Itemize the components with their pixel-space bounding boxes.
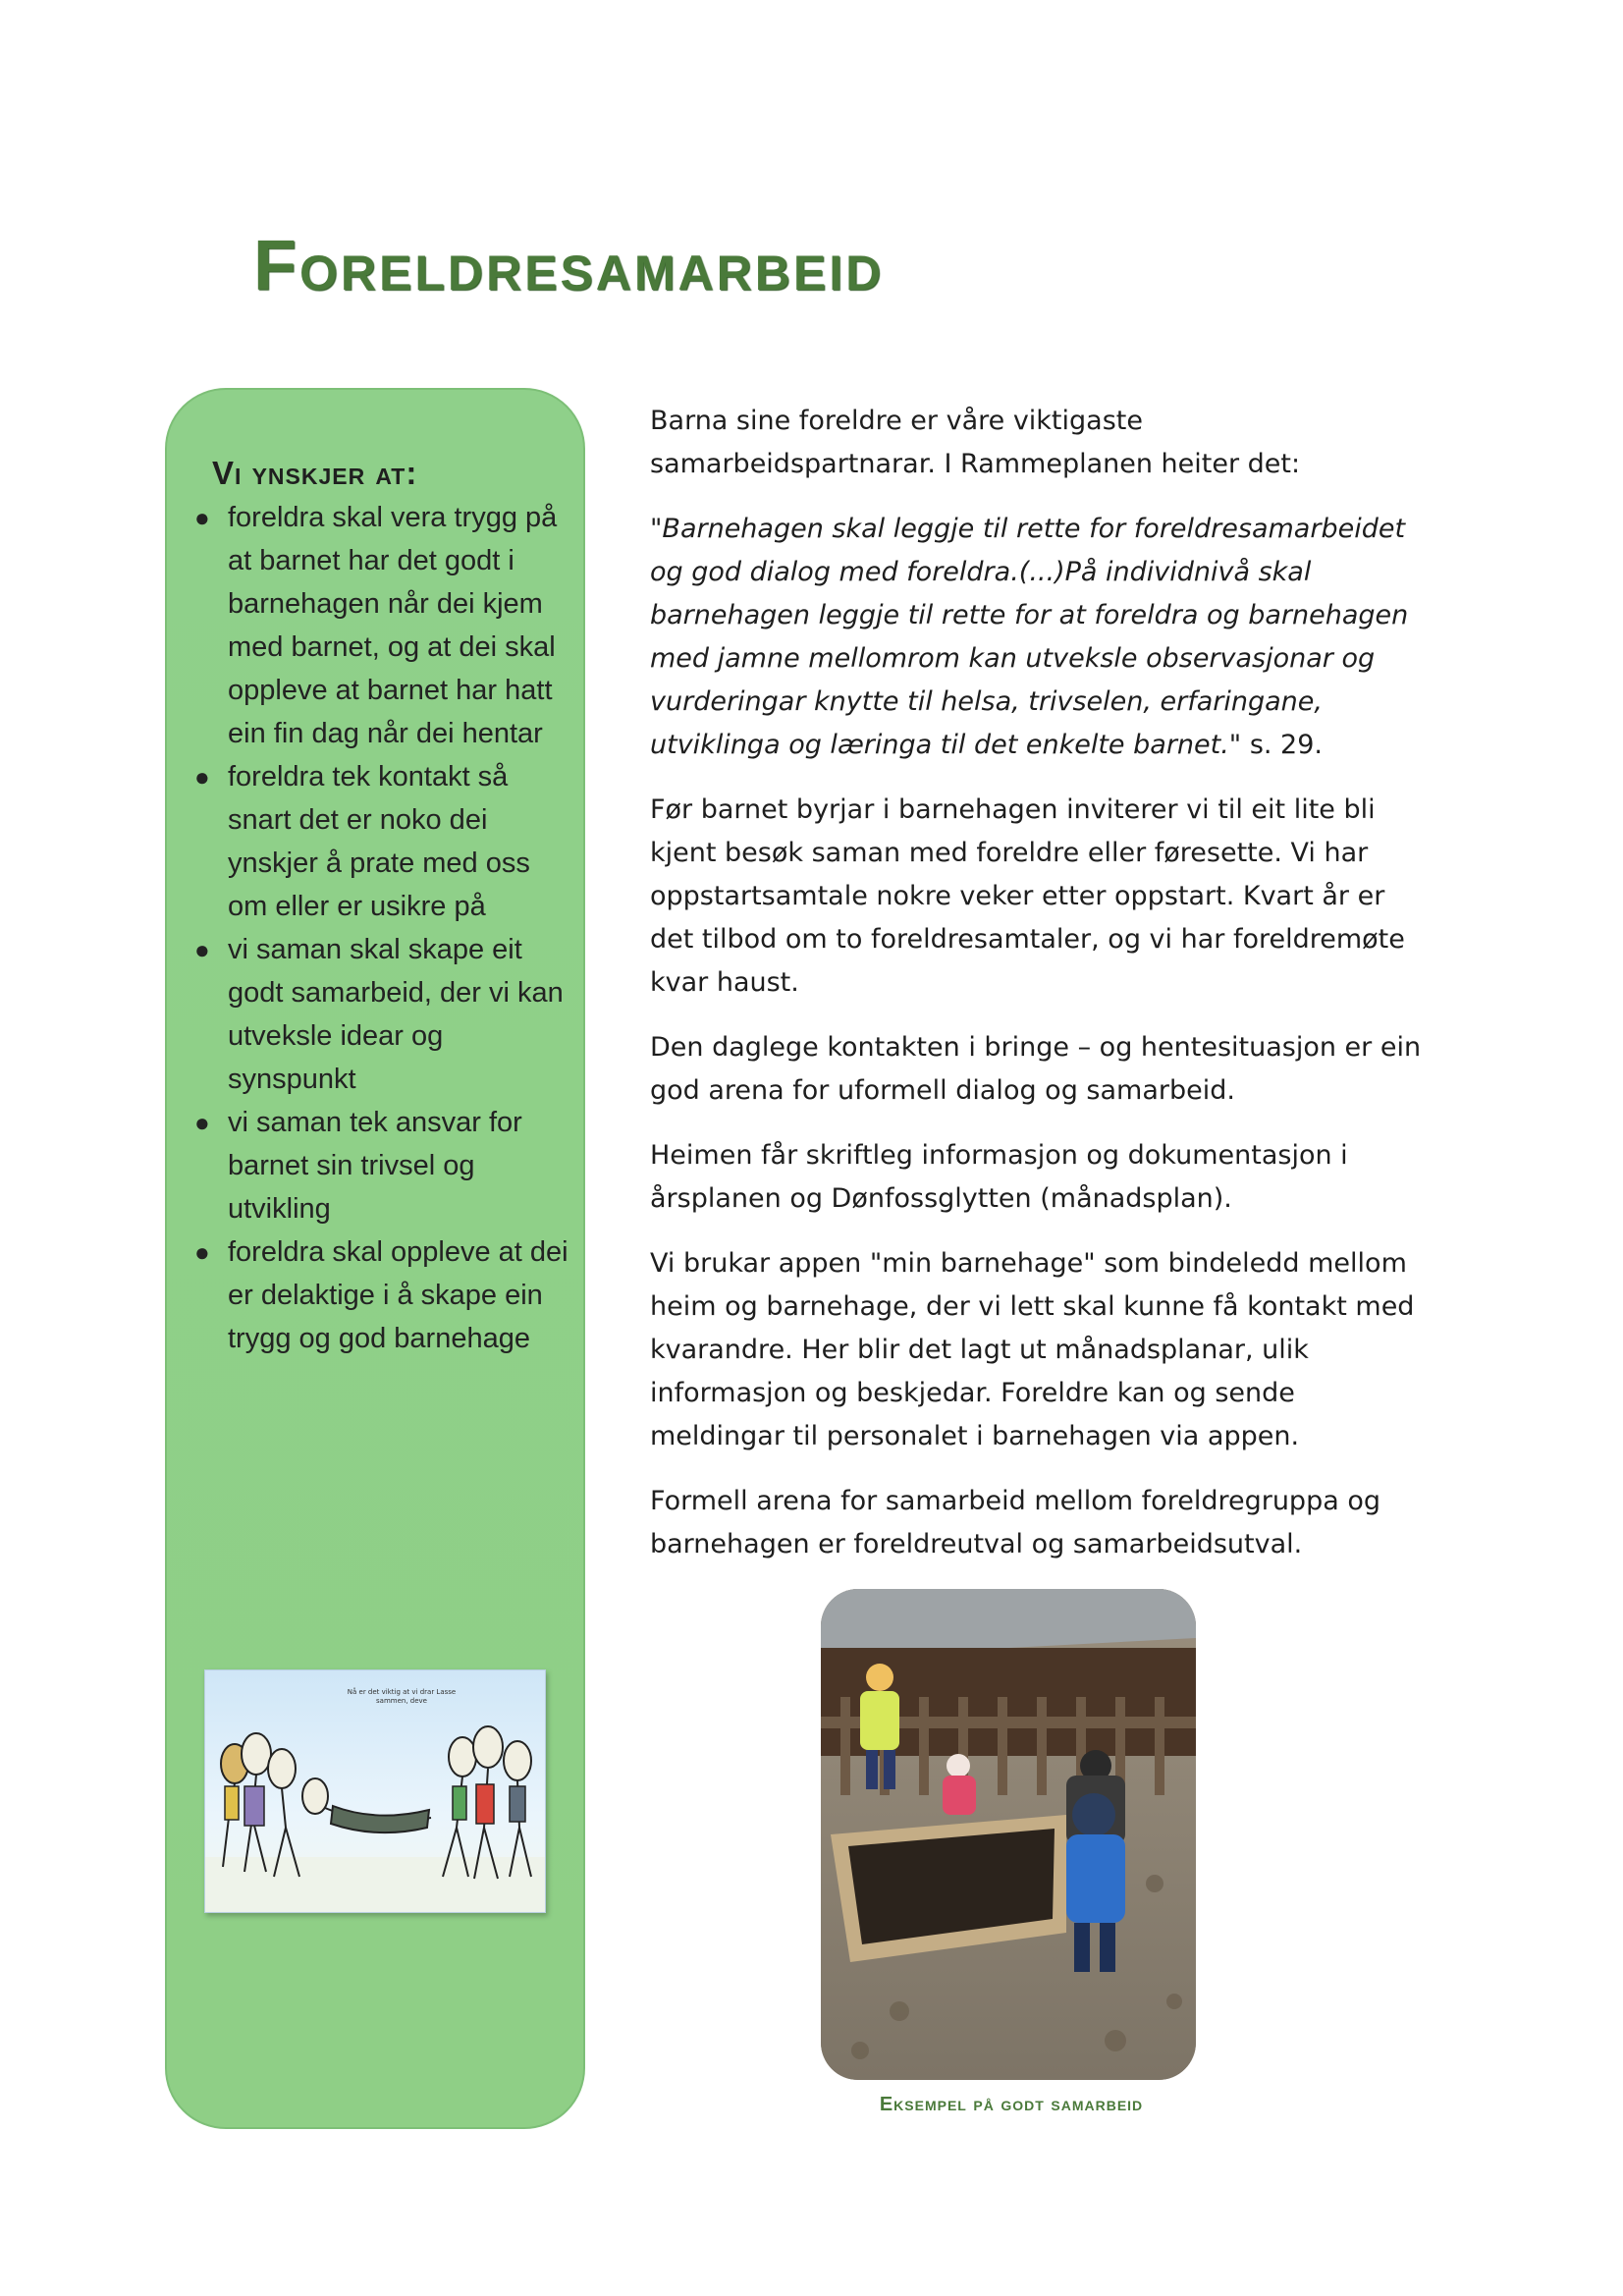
main-text	[650, 400, 1435, 1588]
list-item: ● foreldra tek kontakt så snart det er noko dei ynskjer å prate med oss om eller er usikre på	[185, 755, 573, 928]
bullet-icon: ●	[194, 762, 210, 792]
bullet-icon: ●	[194, 935, 210, 964]
list-item: ● vi saman tek ansvar for barnet sin trivsel og utvikling	[185, 1101, 573, 1230]
cartoon-drawing	[205, 1670, 545, 1912]
bullet-icon: ●	[194, 503, 210, 532]
sidebar-heading: Vi ynskjer at:	[212, 455, 418, 491]
quote-reference: s. 29.	[1241, 730, 1323, 760]
garden-photo-drawing	[821, 1589, 1196, 2080]
paragraph-formal-arena: Formell arena for samarbeid mellom foreldregruppa og barnehagen er foreldreutval og samarbeidsutval.	[650, 1486, 1380, 1559]
intro-paragraph: Barna sine foreldre er våre viktigaste samarbeidspartnarar. I Rammeplanen heiter det:	[650, 406, 1301, 479]
bullet-icon: ●	[194, 1108, 210, 1137]
cartoon-caption: Nå er det viktig at vi drar Lasse sammen, deve	[347, 1688, 457, 1705]
list-item: ● vi saman skal skape eit godt samarbeid, der vi kan utveksle idear og synspunkt	[185, 928, 573, 1101]
quote-paragraph	[650, 508, 1435, 767]
paragraph-app: Vi brukar appen "min barnehage" som bindeledd mellom heim og barnehage, der vi lett skal kunne få kontakt med kvarandre. Her blir det lagt ut månadsplanar, ulik informasjon og beskjedar. Foreldre kan og sende meldingar til personalet i barnehagen via appen.	[650, 1248, 1415, 1451]
list-item: ● foreldra skal vera trygg på at barnet har det godt i barnehagen når dei kjem med barnet, og at dei skal oppleve at barnet har hatt ein fin dag når dei hentar	[185, 496, 573, 755]
page-title: Foreldresamarbeid	[253, 227, 885, 305]
list-item: ● foreldra skal oppleve at dei er delaktige i å skape ein trygg og god barnehage	[185, 1230, 573, 1360]
photo-caption: Eksempel på godt samarbeid	[879, 2094, 1144, 2115]
paragraph-start: Før barnet byrjar i barnehagen inviterer vi til eit lite bli kjent besøk saman med foreldre eller føresette. Vi har oppstartsamtale nokre veker etter oppstart. Kvart år er det tilbod om to foreldresamtaler, og vi har foreldremøte kvar haust.	[650, 794, 1405, 998]
garden-photo	[821, 1589, 1196, 2080]
wish-list	[185, 496, 573, 1360]
paragraph-daily-contact: Den daglege kontakten i bringe – og hentesituasjon er ein god arena for uformell dialog og samarbeid.	[650, 1032, 1422, 1106]
paragraph-written-info: Heimen får skriftleg informasjon og dokumentasjon i årsplanen og Dønfossglytten (månadsplan).	[650, 1140, 1348, 1214]
bullet-icon: ●	[194, 1237, 210, 1267]
rammeplan-quote: "Barnehagen skal leggje til rette for foreldresamarbeidet og god dialog med foreldra.(...)På individnivå skal barnehagen leggje til rette for at foreldra og barnehagen med jamne mellomrom kan utveksle observasjonar og vurderingar knytte til helsa, trivselen, erfaringane, utviklinga og læringa til det enkelte barnet."	[650, 514, 1409, 760]
cartoon-illustration	[204, 1669, 546, 1913]
